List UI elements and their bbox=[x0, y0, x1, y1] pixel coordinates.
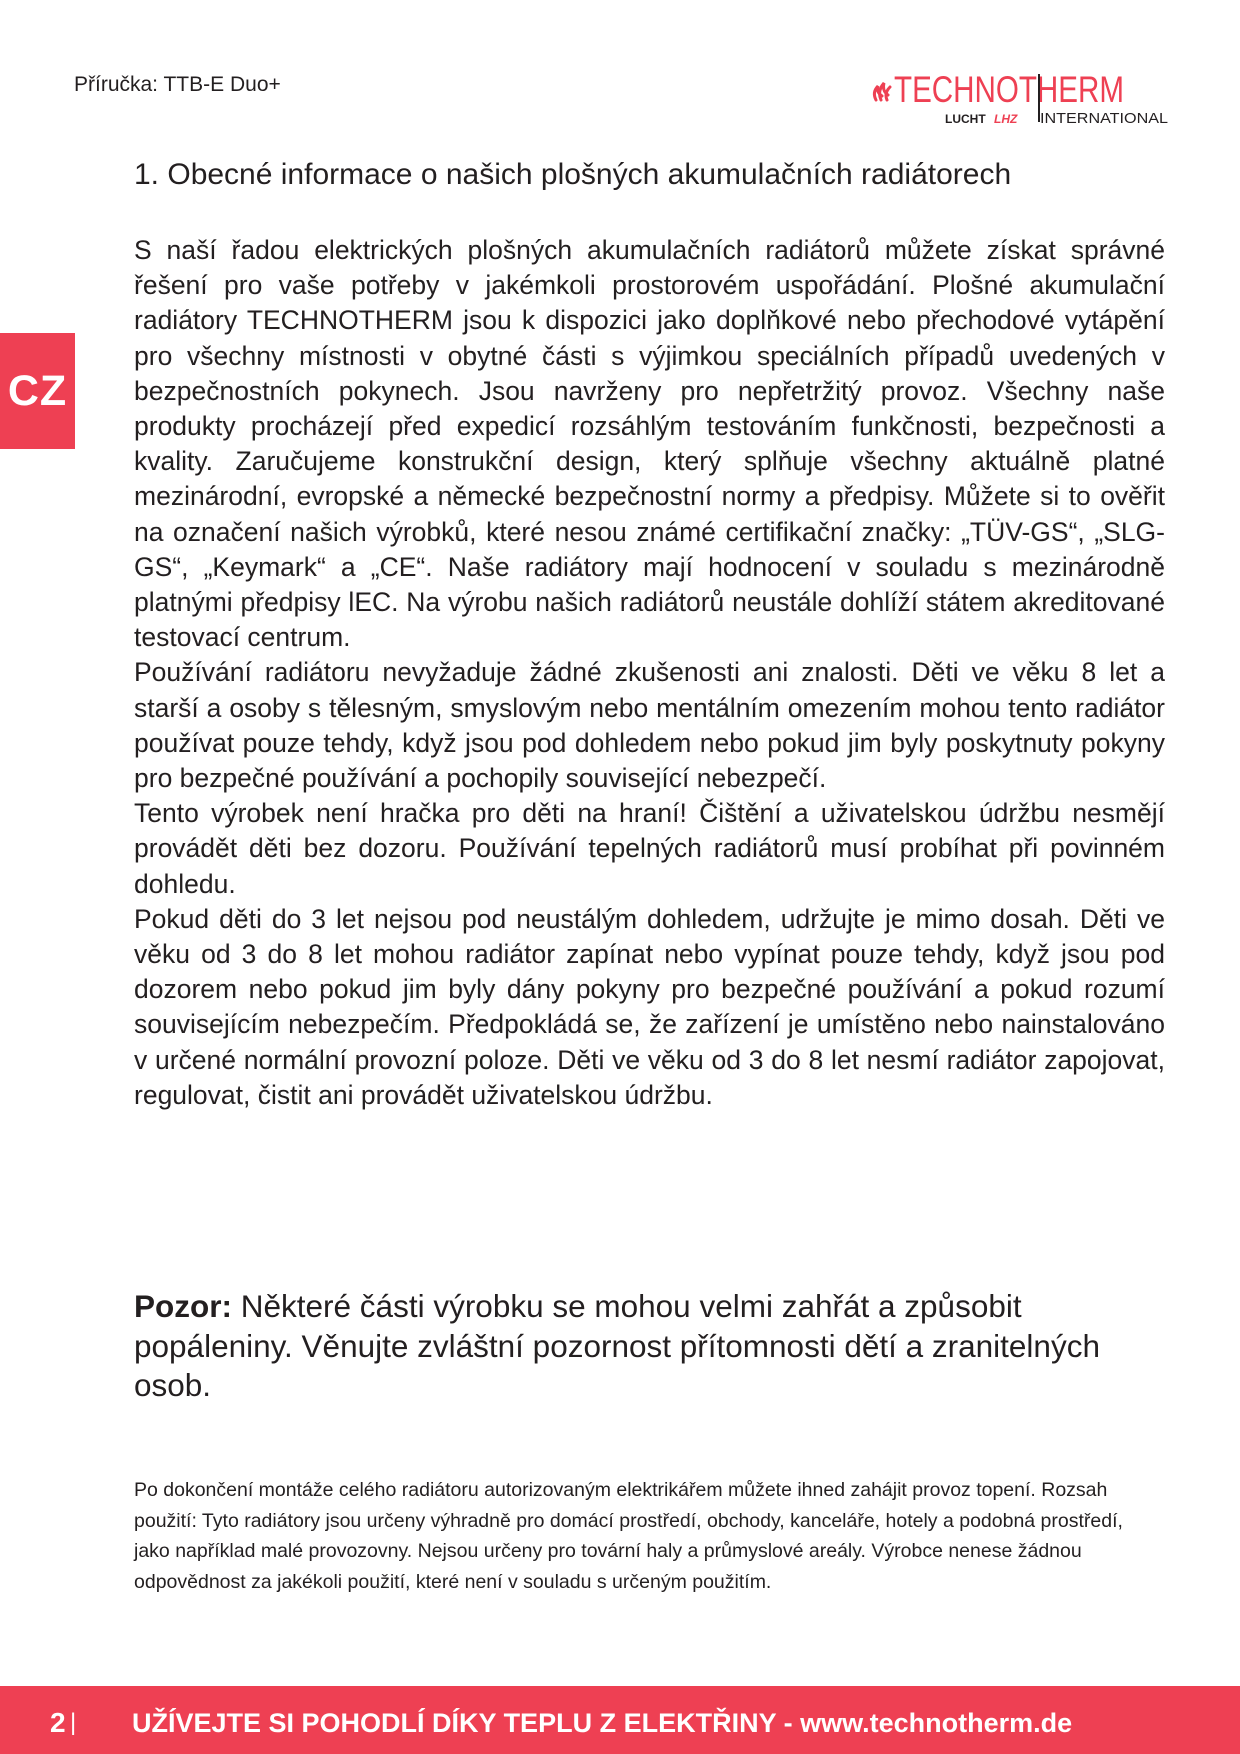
flame-icon bbox=[874, 83, 890, 100]
paragraph: Tento výrobek není hračka pro děti na hraní! Čištění a uživatelskou údržbu nesmějí provádět děti bez dozoru. Používání tepelných radiátorů musí probíhat při povinném dohledu. bbox=[134, 798, 1165, 899]
footer-slogan: UŽÍVEJTE SI POHODLÍ DÍKY TEPLU Z ELEKTŘINY - www.technotherm.de bbox=[132, 1708, 1073, 1738]
technotherm-logo bbox=[870, 70, 1170, 130]
section-title: 1. Obecné informace o našich plošných akumulačních radiátorech bbox=[134, 158, 1012, 191]
warning-label: Pozor: bbox=[134, 1288, 232, 1324]
paragraph: S naší řadou elektrických plošných akumulačních radiátorů můžete získat správné řešení pro vaše potřeby v jakémkoli prostorovém uspořádání. Plošné akumulační radiátory TECHNOTHERM jsou k dispozici jako doplňkové nebo přechodové vytápění pro všechny místnosti v obytné části s výjimkou speciálních případů uvedených v bezpečnostních pokynech. Jsou navrženy pro nepřetržitý provoz. Všechny naše produkty procházejí před expedicí rozsáhlým testováním funkčnosti, bezpečnosti a kvality. Zaručujeme konstrukční design, který splňuje všechny aktuálně platné mezinárodní, evropské a německé bezpečnostní normy a předpisy. Můžete si to ověřit na označení našich výrobků, které nesou známé certifikační značky: „TÜV-GS“, „SLG-GS“, „Keymark“ a „CE“. Naše radiátory mají hodnocení v souladu s mezinárodně platnými předpisy lEC. Na výrobu našich radiátorů neustále dohlíží státem akreditované testovací centrum. bbox=[134, 235, 1165, 653]
svg-text:LUCHT: LUCHT bbox=[945, 112, 986, 126]
page-separator: | bbox=[70, 1709, 77, 1736]
page-number: 2 bbox=[50, 1707, 66, 1738]
warning-text: Některé části výrobku se mohou velmi zahřát a způsobit popáleniny. Věnujte zvláštní pozornost přítomnosti dětí a zranitelných osob. bbox=[134, 1288, 1100, 1403]
usage-footnote: Po dokončení montáže celého radiátoru autorizovaným elektrikářem můžete ihned zahájit provoz topení. Rozsah použití: Tyto radiátory jsou určeny výhradně pro domácí prostředí, obchody, kanceláře, hotely a podobná prostředí, jako například malé provozovny. Nejsou určeny pro tovární haly a průmyslové areály. Výrobce nenese žádnou odpovědnost za jakékoli použití, které není v souladu s určeným použitím. bbox=[134, 1479, 1123, 1593]
paragraph: Používání radiátoru nevyžaduje žádné zkušenosti ani znalosti. Děti ve věku 8 let a starší a osoby s tělesným, smyslovým nebo mentálním omezením mohou tento radiátor používat pouze tehdy, když jsou pod dohledem nebo pokud jim byly poskytnuty pokyny pro bezpečné používání a pochopily související nebezpečí. bbox=[134, 657, 1165, 794]
page-footer bbox=[0, 1686, 1240, 1754]
svg-text:LHZ: LHZ bbox=[994, 112, 1018, 126]
language-tab: CZ bbox=[0, 333, 75, 449]
body-text bbox=[134, 233, 1165, 1113]
manual-label: Příručka: TTB-E Duo+ bbox=[74, 73, 281, 96]
logo-wordmark: TECHNOTHERM bbox=[894, 70, 1124, 110]
svg-text:INTERNATIONAL: INTERNATIONAL bbox=[1040, 110, 1168, 127]
paragraph: Pokud děti do 3 let nejsou pod neustálým dohledem, udržujte je mimo dosah. Děti ve věku od 3 do 8 let mohou radiátor zapínat nebo vypínat pouze tehdy, když jsou pod dozorem nebo pokud jim byly dány pokyny pro bezpečné používání a pokud rozumí souvisejícím nebezpečím. Předpokládá se, že zařízení je umístěno nebo nainstalováno v určené normální provozní poloze. Děti ve věku od 3 do 8 let nesmí radiátor zapojovat, regulovat, čistit ani provádět uživatelskou údržbu. bbox=[134, 903, 1165, 1110]
warning-note bbox=[134, 1287, 1134, 1406]
